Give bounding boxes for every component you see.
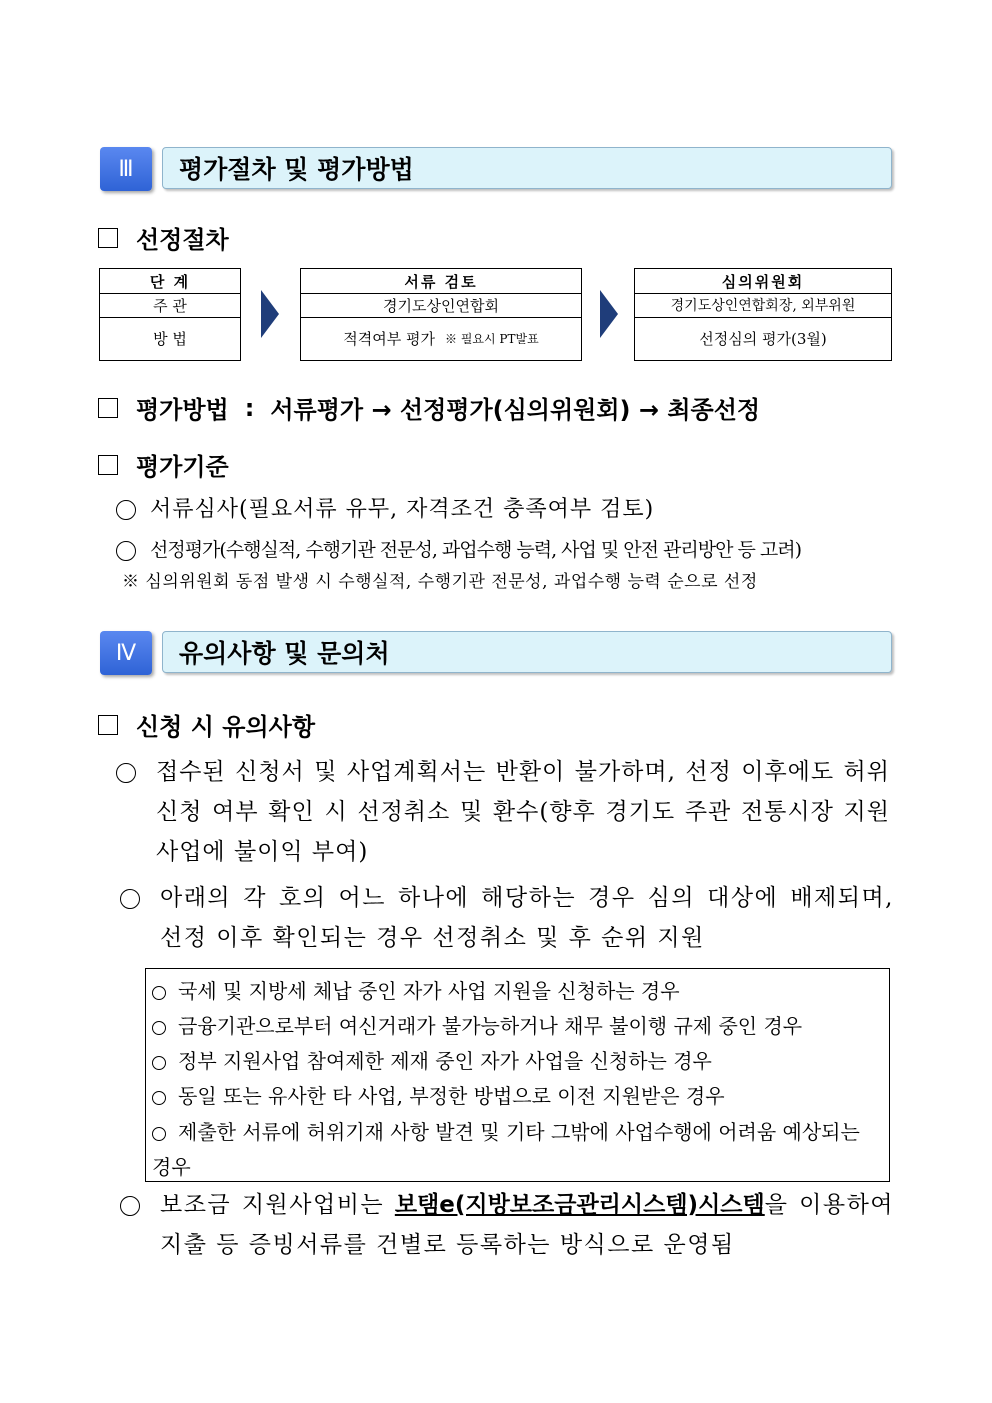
list-item-text: 정부 지원사업 참여제한 제재 중인 자가 사업을 신청하는 경우 [178, 1049, 712, 1073]
flow-arrow-icon [600, 290, 618, 338]
selection-procedure-heading [98, 220, 229, 255]
criteria-text: 서류심사(필요서류 유무, 자격조건 충족여부 검토) [150, 497, 655, 522]
item3-text-post: 을 이용하여 지출 등 증빙서류를 건별로 등록하는 방식으로 운영됨 [160, 1192, 895, 1258]
checkbox-square-icon [98, 398, 118, 418]
procedure-step-committee [634, 268, 892, 361]
step-title: 심의위원회 [721, 272, 805, 291]
label-stage: 단 계 [149, 272, 191, 291]
heading-text: 평가기준 [136, 453, 229, 481]
step-title: 서류 검토 [404, 272, 478, 291]
section-number-badge: Ⅲ [100, 147, 152, 191]
circle-bullet-icon [120, 1195, 154, 1216]
list-item-text: 동일 또는 유사한 타 사업, 부정한 방법으로 이전 지원받은 경우 [178, 1084, 725, 1108]
criteria-text: 선정평가(수행실적, 수행기관 전문성, 과업수행 능력, 사업 및 안전 관리방안 등 고려) [150, 539, 802, 561]
small-circle-bullet-icon [152, 1056, 166, 1070]
procedure-label-column [99, 268, 241, 361]
list-item-text: 국세 및 지방세 체납 중인 자가 사업 지원을 신청하는 경우 [178, 979, 680, 1003]
checkbox-square-icon [98, 715, 118, 735]
evaluation-method-content: 서류평가 → 선정평가(심의위원회) → 최종선정 [270, 396, 761, 424]
heading-text: 선정절차 [136, 226, 229, 254]
precaution-item-1: 접수된 신청서 및 사업계획서는 반환이 불가하며, 선정 이후에도 허위 신청 여부 확인 시 선정취소 및 환수(향후 경기도 주관 전통시장 지원사업에 불이익 부여) [156, 759, 890, 865]
list-item [152, 1115, 881, 1185]
circle-bullet-icon [116, 500, 136, 520]
flow-arrow-icon [261, 290, 279, 338]
label-host: 주 관 [153, 296, 187, 315]
label-method: 방 법 [153, 330, 187, 348]
list-item [152, 1080, 881, 1109]
list-item [152, 1045, 881, 1074]
step-host: 경기도상인연합회장, 외부위원 [670, 298, 856, 314]
checkbox-square-icon [98, 228, 118, 248]
list-item-text: 제출한 서류에 허위기재 사항 발견 및 기타 그밖에 사업수행에 어려움 예상되는 경우 [152, 1120, 860, 1179]
circle-bullet-icon [116, 762, 150, 783]
step-method-note: ※ 필요시 PT발표 [445, 332, 539, 346]
criteria-item [116, 492, 654, 523]
section-title: 유의사항 및 문의처 [162, 631, 892, 673]
step-method-text: 적격여부 평가 [343, 330, 436, 348]
precaution-item-3 [160, 1185, 894, 1265]
circle-bullet-icon [116, 541, 136, 561]
evaluation-criteria-heading [98, 447, 229, 482]
exclusion-criteria-box [145, 968, 890, 1182]
criteria-note: ※ 심의위원회 동점 발생 시 수행실적, 수행기관 전문성, 과업수행 능력 순으로 선정 [122, 572, 758, 592]
precaution-item-2: 아래의 각 호의 어느 하나에 해당하는 경우 심의 대상에 배제되며, 선정 이후 확인되는 경우 선정취소 및 후 순위 지원 [160, 885, 894, 951]
evaluation-method-heading: 평가방법 : 서류평가 → 선정평가(심의위원회) → 최종선정 [98, 390, 760, 425]
small-circle-bullet-icon [152, 986, 166, 1000]
step-method: 선정심의 평가(3월) [699, 330, 827, 348]
precautions-heading [98, 707, 315, 742]
small-circle-bullet-icon [152, 1091, 166, 1105]
heading-text: 평가방법 [136, 396, 229, 424]
procedure-step-document-review [300, 268, 582, 361]
section-number-badge: Ⅳ [100, 631, 152, 675]
step-host: 경기도상인연합회 [383, 296, 499, 315]
item3-text-pre: 보조금 지원사업비는 [160, 1192, 395, 1218]
system-name-link: 보탬e(지방보조금관리시스템)시스템 [394, 1192, 765, 1218]
list-item [152, 975, 881, 1004]
small-circle-bullet-icon [152, 1021, 166, 1035]
heading-text: 신청 시 유의사항 [136, 713, 315, 741]
checkbox-square-icon [98, 455, 118, 475]
circle-bullet-icon [120, 888, 154, 909]
small-circle-bullet-icon [152, 1127, 166, 1141]
list-item [152, 1010, 881, 1039]
step-method [301, 317, 581, 360]
list-item-text: 금융기관으로부터 여신거래가 불가능하거나 채무 불이행 규제 중인 경우 [178, 1014, 803, 1038]
section-title: 평가절차 및 평가방법 [162, 147, 892, 189]
criteria-item [116, 535, 801, 562]
